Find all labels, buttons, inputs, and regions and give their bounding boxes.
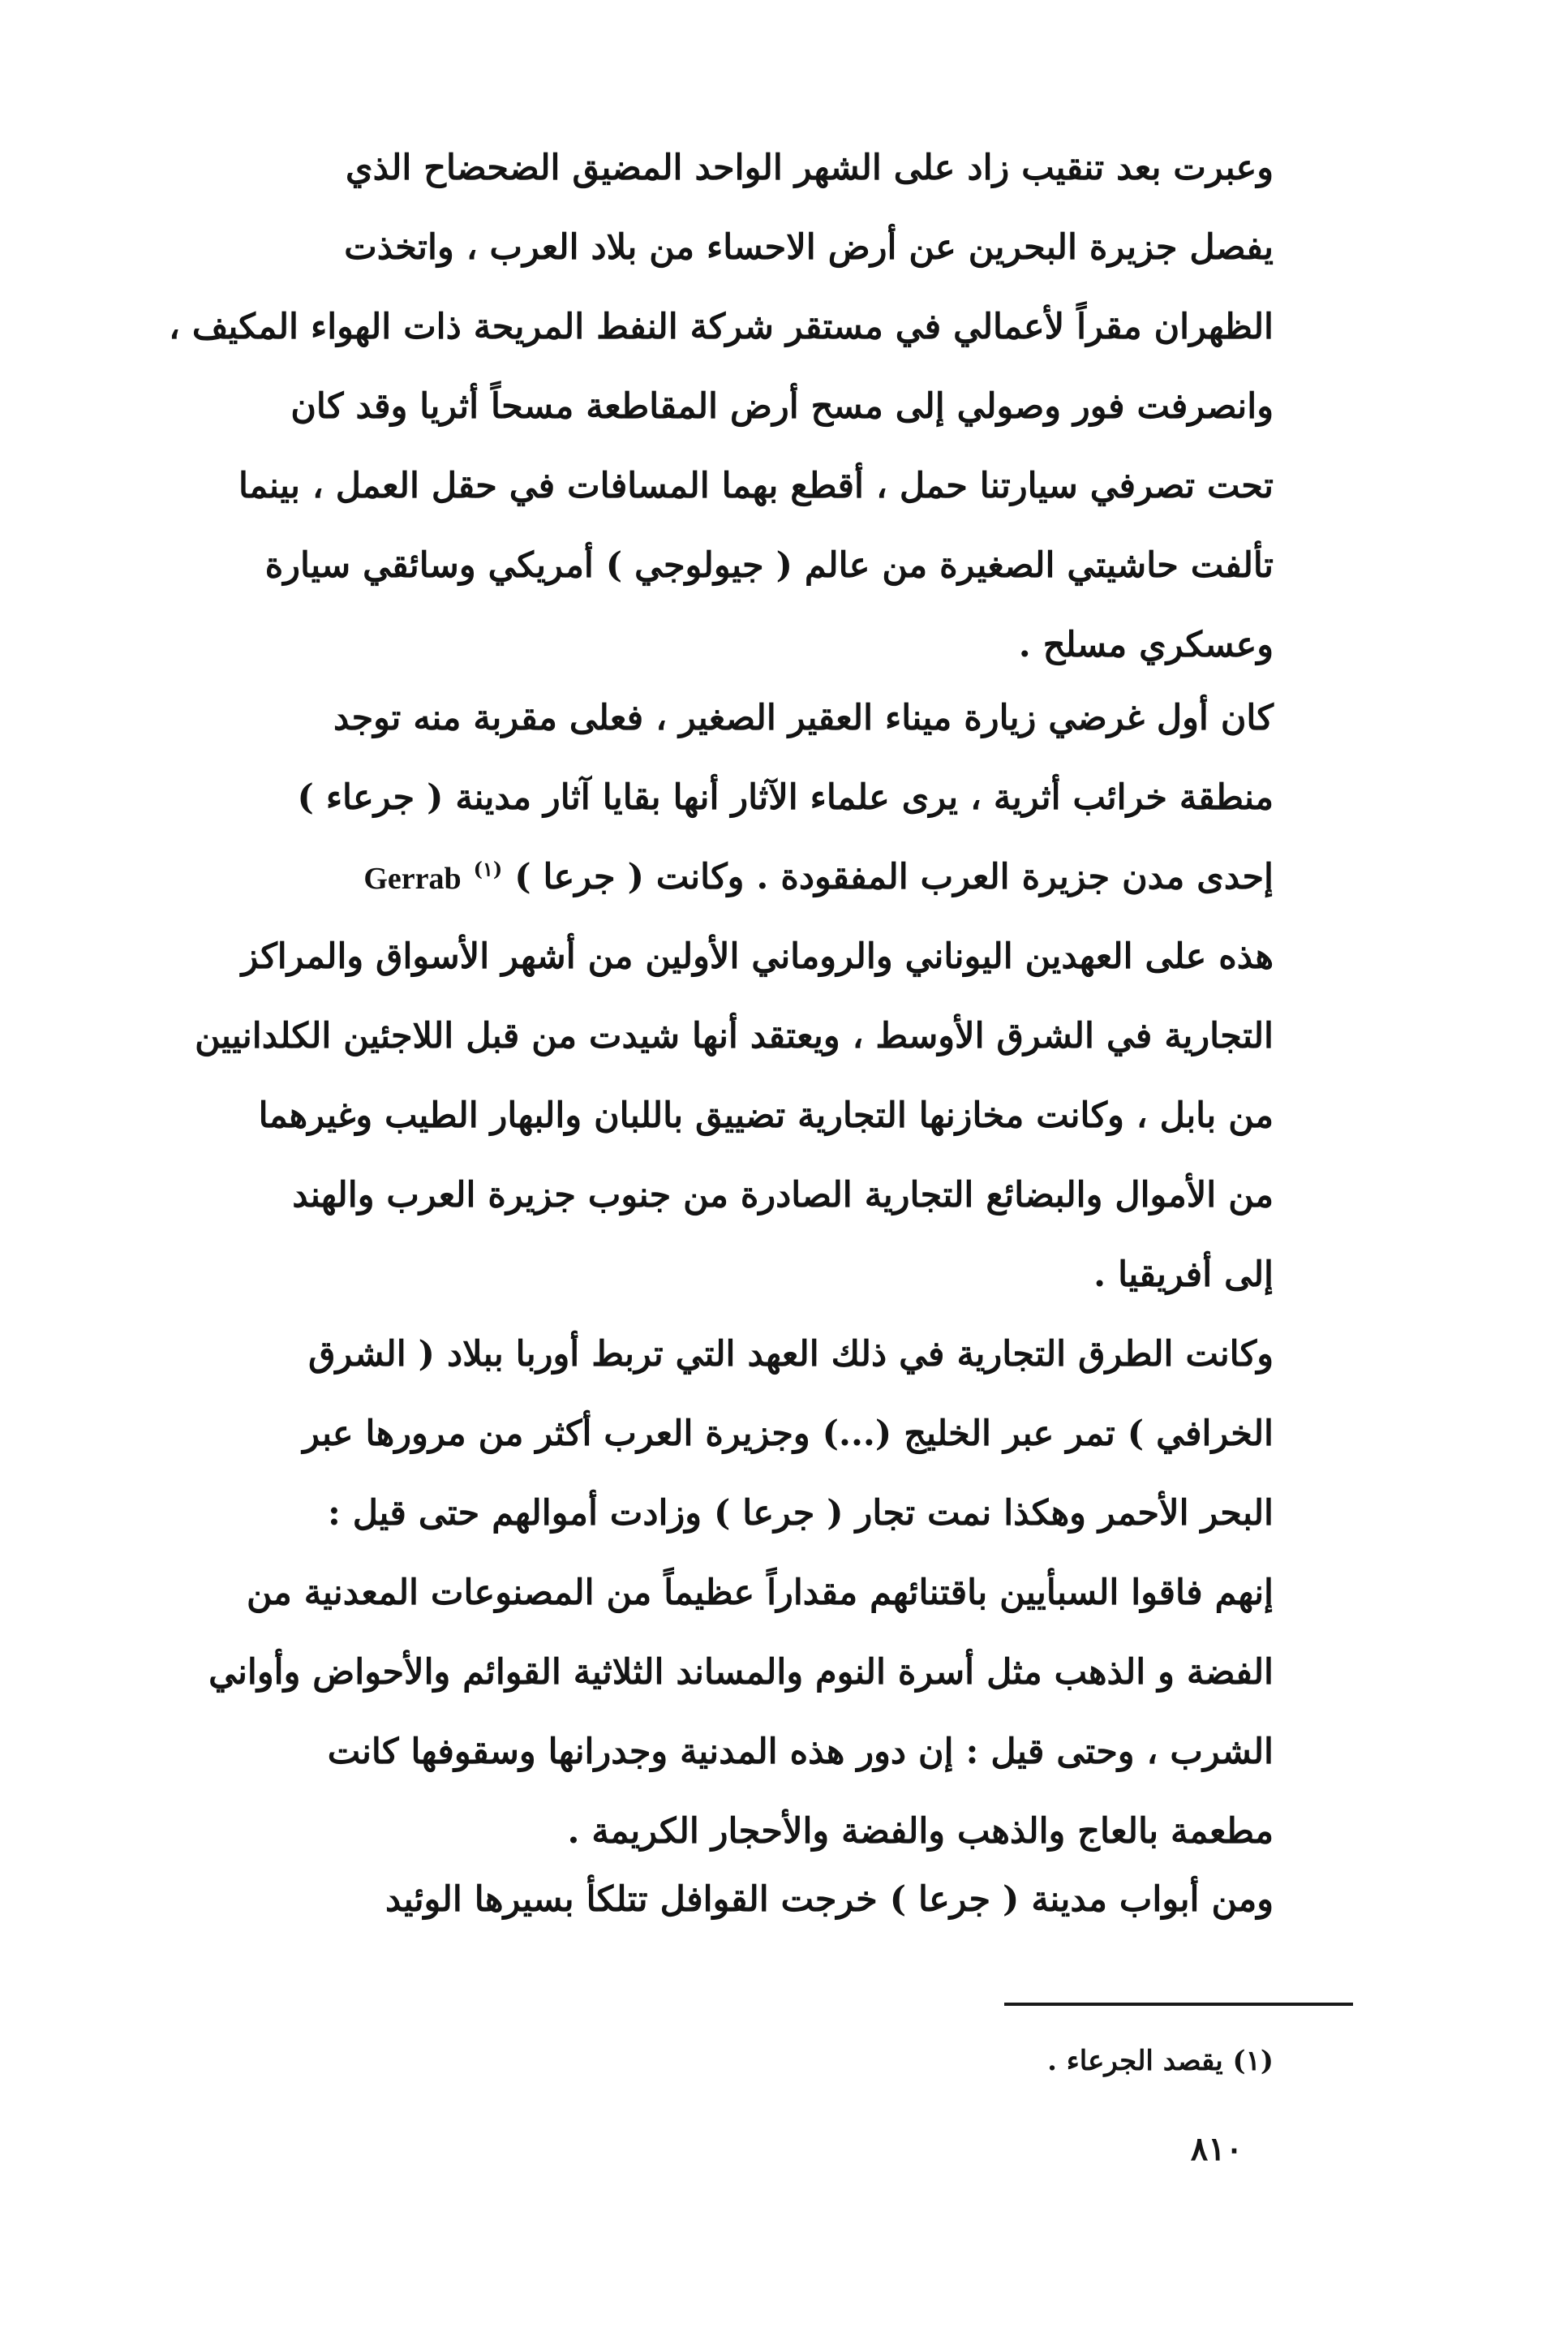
text-line: يفصل جزيرة البحرين عن أرض الاحساء من بلاد العرب ، واتخذت: [344, 227, 1274, 268]
text-line-with-latin: [231, 837, 1330, 917]
footnote: (١) يقصد الجرعاء .: [1047, 2045, 1274, 2077]
footnote-divider: [1004, 2003, 1353, 2006]
text-line: التجارية في الشرق الأوسط ، ويعتقد أنها شيدت من قبل اللاجئين الكلدانيين: [195, 1016, 1274, 1056]
latin-word: Gerrab: [363, 862, 462, 896]
text-line: ومن أبواب مدينة ( جرعا ) خرجت القوافل تتلكأ بسيرها الوئيد: [385, 1879, 1274, 1920]
text-line: الشرب ، وحتى قيل : إن دور هذه المدنية وجدرانها وسقوفها كانت: [327, 1732, 1274, 1772]
text-line: الفضة و الذهب مثل أسرة النوم والمساند الثلاثية القوائم والأحواض وأواني: [208, 1652, 1274, 1693]
text-line: البحر الأحمر وهكذا نمت تجار ( جرعا ) وزادت أموالهم حتى قيل :: [327, 1493, 1274, 1534]
text-line: وعسكري مسلح .: [1018, 625, 1274, 665]
text-line: إلى أفريقيا .: [1093, 1254, 1274, 1295]
text-line: الخرافي ) تمر عبر الخليج (...) وجزيرة العرب أكثر من مرورها عبر: [303, 1413, 1274, 1454]
text-line: وعبرت بعد تنقيب زاد على الشهر الواحد المضيق الضحضاح الذي: [346, 148, 1274, 188]
text-line: منطقة خرائب أثرية ، يرى علماء الآثار أنها بقايا آثار مدينة ( جرعاء ): [297, 777, 1274, 818]
paragraph-3: [208, 1314, 1330, 1871]
paragraph-2: [195, 678, 1330, 1314]
text-line: وكانت الطرق التجارية في ذلك العهد التي تربط أوربا ببلاد ( الشرق: [308, 1334, 1274, 1375]
text-line: إنهم فاقوا السبأيين باقتنائهم مقداراً عظيماً من المصنوعات المعدنية من: [247, 1573, 1274, 1613]
text-line: من الأموال والبضائع التجارية الصادرة من جنوب جزيرة العرب والهند: [292, 1175, 1274, 1216]
footnote-marker: (١): [473, 857, 503, 881]
text-line: الظهران مقراً لأعمالي في مستقر شركة النفط المريحة ذات الهواء المكيف ،: [169, 307, 1274, 347]
text-line: تألفت حاشيتي الصغيرة من عالم ( جيولوجي ) أمريكي وسائقي سيارة: [264, 545, 1274, 586]
text-line: كان أول غرضي زيارة ميناء العقير الصغير ، فعلى مقربة منه توجد: [333, 698, 1274, 738]
paragraph-1: [169, 128, 1330, 685]
text-line: مطعمة بالعاج والذهب والفضة والأحجار الكريمة .: [567, 1811, 1274, 1852]
paragraph-4: [231, 1860, 1330, 1939]
text-line-part: إحدى مدن جزيرة العرب المفقودة . وكانت ( جرعا ): [514, 857, 1274, 897]
text-line: من بابل ، وكانت مخازنها التجارية تضييق باللبان والبهار الطيب وغيرهما: [258, 1095, 1274, 1136]
page-number: ٨١٠: [1190, 2130, 1244, 2168]
text-line: هذه على العهدين اليوناني والروماني الأولين من أشهر الأسواق والمراكز: [241, 936, 1274, 977]
text-line: وانصرفت فور وصولي إلى مسح أرض المقاطعة مسحاً أثريا وقد كان: [290, 386, 1274, 427]
text-line: تحت تصرفي سيارتنا حمل ، أقطع بهما المسافات في حقل العمل ، بينما: [238, 466, 1274, 506]
